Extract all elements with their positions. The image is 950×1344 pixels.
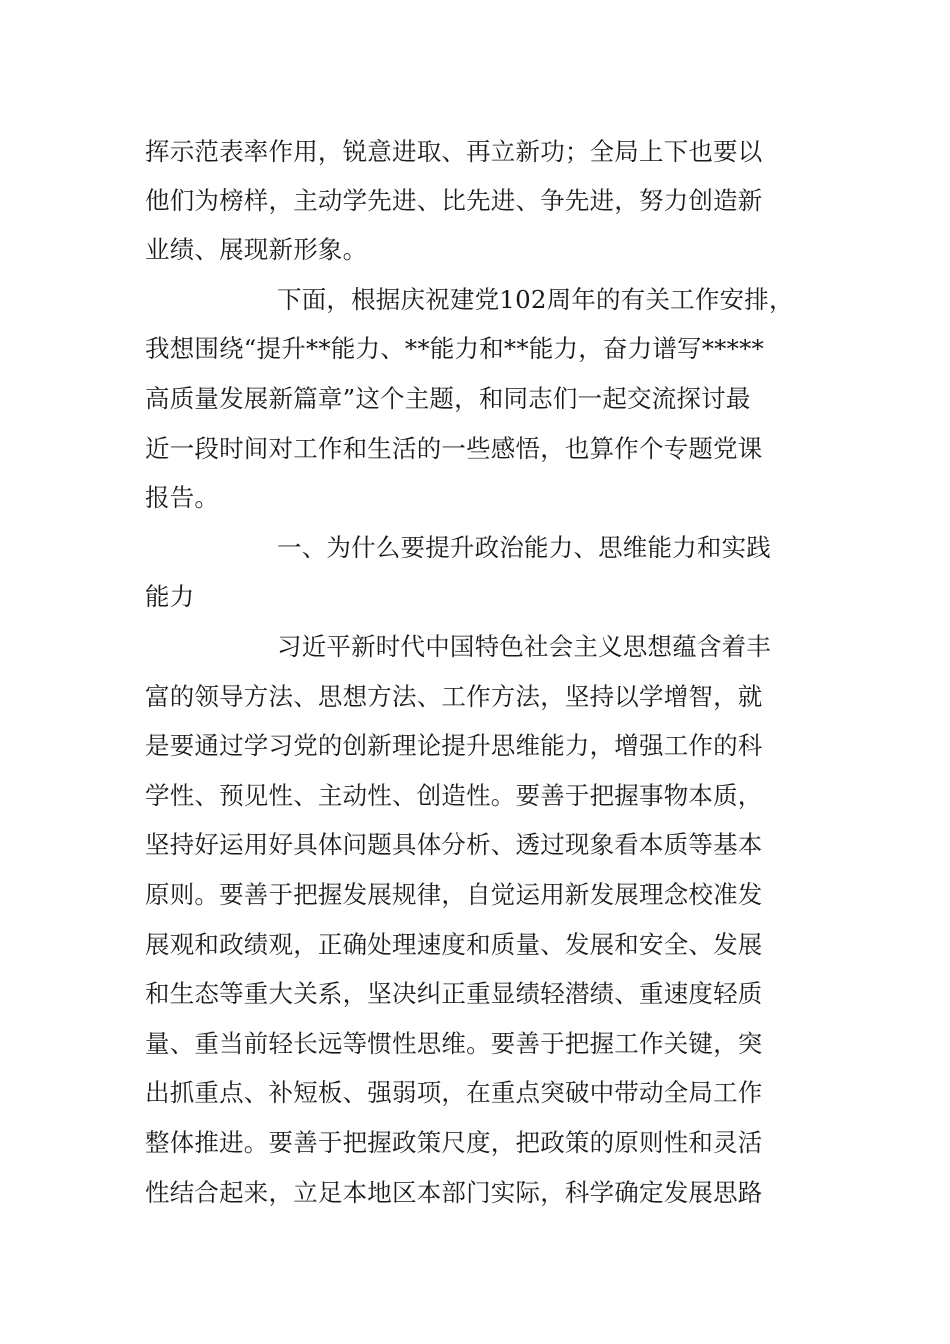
text-line: 我想围绕“提升**能力、**能力和**能力，奋力谱写***** xyxy=(145,334,764,363)
text-line: 他们为榜样，主动学先进、比先进、争先进，努力创造新 xyxy=(145,186,763,215)
text-line: 和生态等重大关系，坚决纠正重显绩轻潜绩、重速度轻质 xyxy=(145,979,763,1008)
paragraph-start-line: 下面，根据庆祝建党102周年的有关工作安排， xyxy=(277,285,794,314)
text-line: 量、重当前轻长远等惯性思维。要善于把握工作关键，突 xyxy=(145,1029,763,1058)
text-line: 原则。要善于把握发展规律，自觉运用新发展理念校准发 xyxy=(145,880,763,909)
text-line: 报告。 xyxy=(145,483,220,512)
text-line: 出抓重点、补短板、强弱项，在重点突破中带动全局工作 xyxy=(145,1078,763,1107)
text-line: 展观和政绩观，正确处理速度和质量、发展和安全、发展 xyxy=(145,930,763,959)
section-heading-line: 一、为什么要提升政治能力、思维能力和实践 xyxy=(277,533,771,562)
text-line: 学性、预见性、主动性、创造性。要善于把握事物本质， xyxy=(145,781,763,810)
text-line: 坚持好运用好具体问题具体分析、透过现象看本质等基本 xyxy=(145,830,763,859)
paragraph-start-line: 习近平新时代中国特色社会主义思想蕴含着丰 xyxy=(277,632,771,661)
text-line: 富的领导方法、思想方法、工作方法，坚持以学增智，就 xyxy=(145,682,763,711)
text-line: 整体推进。要善于把握政策尺度，把政策的原则性和灵活 xyxy=(145,1128,763,1157)
text-line: 近一段时间对工作和生活的一些感悟，也算作个专题党课 xyxy=(145,434,763,463)
text-line: 高质量发展新篇章”这个主题，和同志们一起交流探讨最 xyxy=(145,384,751,413)
text-line: 业绩、展现新形象。 xyxy=(145,235,368,264)
text-line: 性结合起来，立足本地区本部门实际，科学确定发展思路 xyxy=(145,1178,763,1207)
text-line: 是要通过学习党的创新理论提升思维能力，增强工作的科 xyxy=(145,731,763,760)
section-heading-line: 能力 xyxy=(145,582,195,611)
text-line: 挥示范表率作用，锐意进取、再立新功；全局上下也要以 xyxy=(145,137,763,166)
